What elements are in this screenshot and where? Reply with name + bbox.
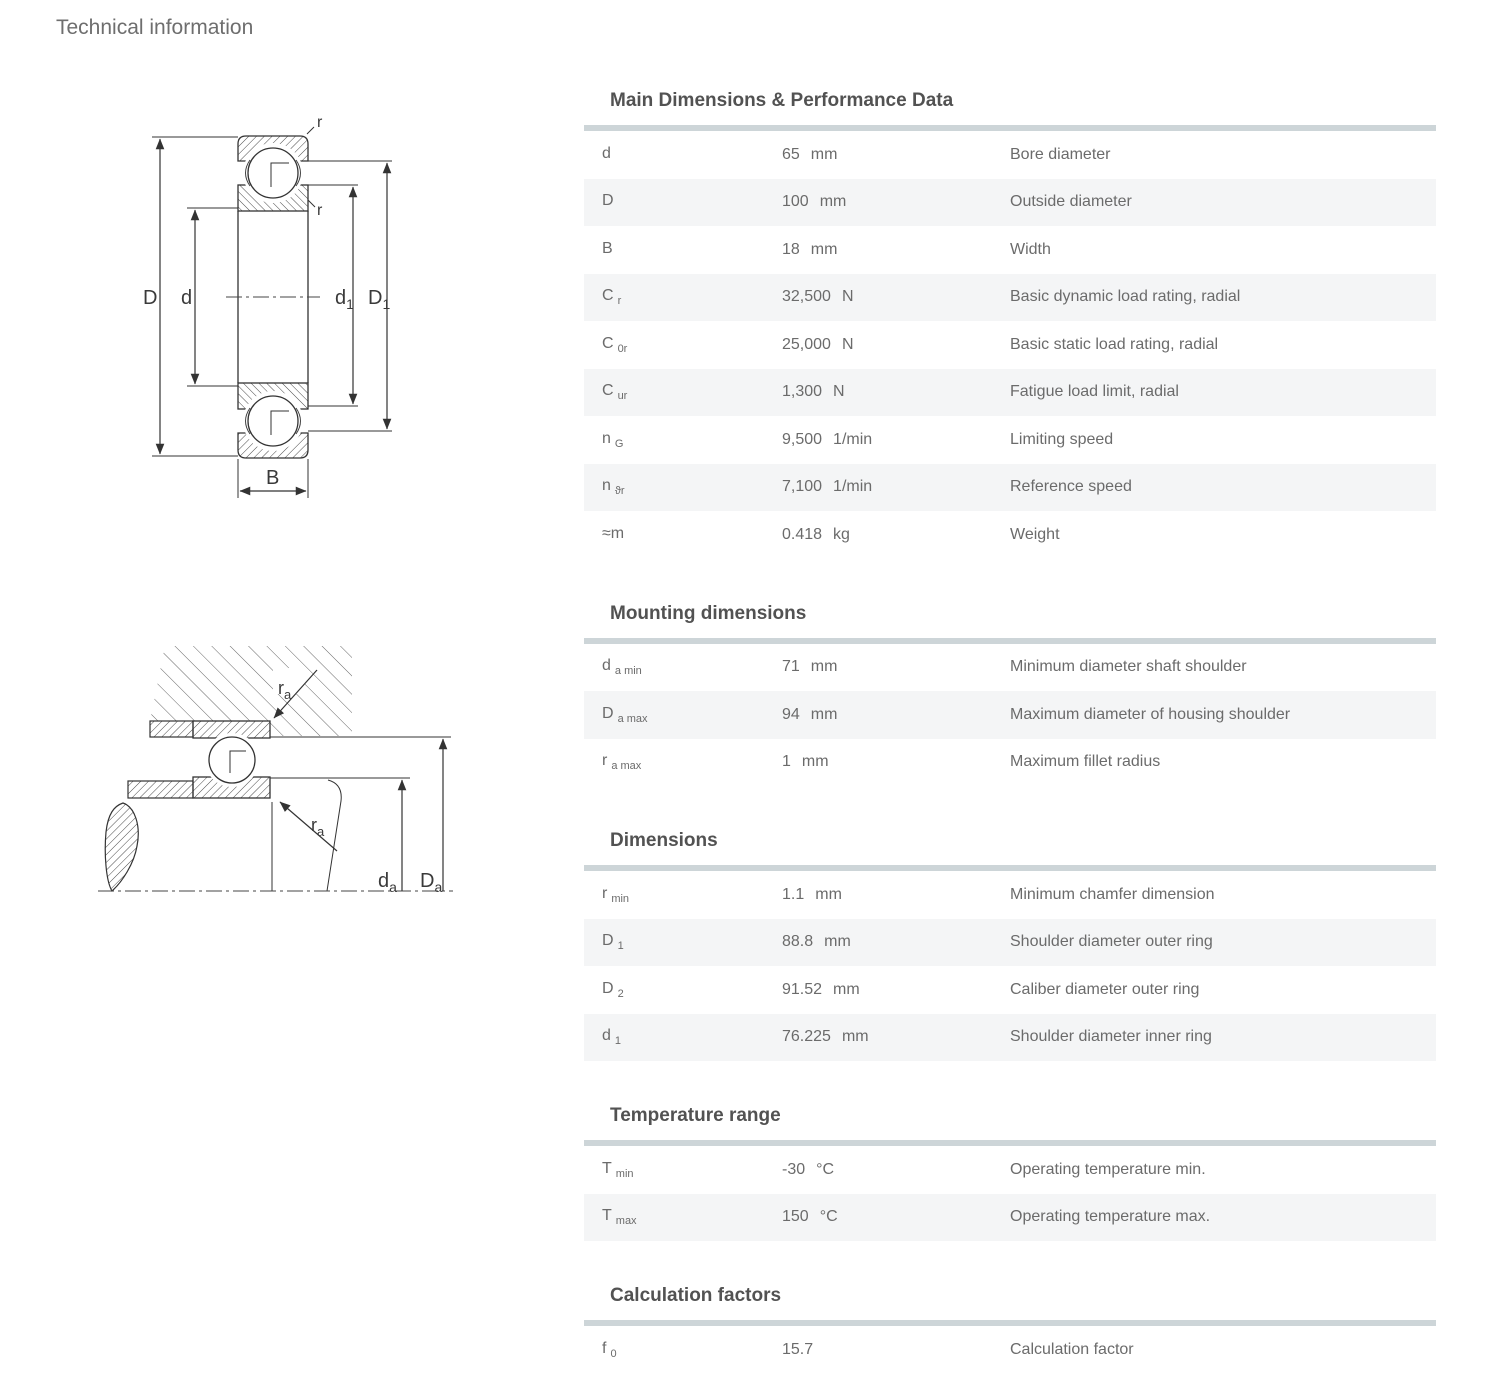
symbol-subscript: a max — [617, 712, 648, 725]
symbol-cell — [584, 192, 782, 212]
description-cell: Operating temperature min. — [1010, 1160, 1206, 1178]
table-row — [584, 1194, 1436, 1242]
bearing-cross-section-diagram — [95, 103, 440, 523]
symbol-cell — [584, 335, 782, 355]
label-d1: $d_1$ — [335, 287, 354, 312]
value-cell — [782, 1028, 1010, 1046]
symbol-base: C — [602, 334, 614, 352]
label-ra-top: $r_a$ — [278, 678, 292, 702]
label-ra-bottom: $r_a$ — [311, 815, 325, 839]
label-D1: $D_1$ — [368, 287, 391, 312]
symbol-base: C — [602, 382, 614, 400]
description-cell: Limiting speed — [1010, 430, 1114, 448]
unit: mm — [801, 753, 829, 771]
housing-shoulder — [150, 721, 193, 737]
value-cell — [782, 241, 1010, 259]
symbol-base: n — [602, 429, 611, 447]
value-cell — [782, 336, 1010, 354]
unit: 1/min — [833, 430, 873, 448]
symbol-subscript: 1 — [617, 940, 624, 953]
unit: mm — [810, 145, 838, 163]
symbol-base: f — [602, 1339, 607, 1357]
value: 0.418 — [782, 525, 823, 543]
table-row — [584, 739, 1436, 787]
symbol-cell — [584, 752, 782, 772]
value: 88.8 — [782, 933, 814, 951]
value: 7,100 — [782, 478, 823, 496]
unit: mm — [819, 193, 847, 211]
value: 1 — [782, 753, 791, 771]
section-title: Mounting dimensions — [610, 602, 807, 624]
value-cell — [782, 658, 1010, 676]
symbol-cell — [584, 287, 782, 307]
symbol-cell — [584, 980, 782, 1000]
value: 150 — [782, 1208, 809, 1226]
section-rows — [584, 1326, 1436, 1374]
symbol-cell — [584, 525, 782, 545]
unit: mm — [815, 885, 842, 903]
value: 18 — [782, 240, 800, 258]
symbol-cell — [584, 1207, 782, 1227]
symbol-cell — [584, 885, 782, 905]
value: 76.225 — [782, 1028, 831, 1046]
description-cell: Calculation factor — [1010, 1340, 1134, 1358]
table-row — [584, 1326, 1436, 1374]
symbol-subscript: 0 — [610, 1347, 617, 1360]
symbol-subscript: 1 — [614, 1035, 622, 1048]
label-B: B — [266, 467, 280, 489]
description-cell: Shoulder diameter outer ring — [1010, 933, 1213, 951]
symbol-base: r — [602, 752, 608, 770]
symbol-cell — [584, 1027, 782, 1047]
unit: mm — [810, 705, 838, 723]
label-Da: $D_a$ — [420, 870, 443, 895]
table-row — [584, 464, 1436, 512]
label-da: $d_a$ — [378, 870, 397, 895]
symbol-base: D — [602, 979, 614, 997]
value-cell — [782, 933, 1010, 951]
description-cell: Bore diameter — [1010, 145, 1111, 163]
ball-section — [209, 737, 255, 783]
description-cell: Reference speed — [1010, 478, 1132, 496]
value-cell — [782, 146, 1010, 164]
symbol-subscript: ϑr — [614, 485, 625, 498]
value-cell — [782, 1208, 1010, 1226]
description-cell: Minimum chamfer dimension — [1010, 885, 1215, 903]
description-cell: Outside diameter — [1010, 193, 1132, 211]
unit: mm — [810, 658, 838, 676]
description-cell: Shoulder diameter inner ring — [1010, 1028, 1212, 1046]
value: 71 — [782, 658, 800, 676]
symbol-base: T — [602, 1159, 612, 1177]
symbol-base: n — [602, 477, 611, 495]
shaft-fillet-section — [105, 803, 138, 891]
section-title: Dimensions — [610, 830, 718, 851]
data-section — [584, 90, 1436, 559]
symbol-base: B — [602, 239, 613, 257]
table-row — [584, 1146, 1436, 1194]
value: 100 — [782, 193, 809, 211]
description-cell: Maximum diameter of housing shoulder — [1010, 705, 1291, 723]
table-row — [584, 1014, 1436, 1062]
symbol-subscript: max — [615, 1215, 637, 1228]
unit: N — [841, 288, 854, 306]
value-cell — [782, 478, 1010, 496]
data-section — [584, 1105, 1436, 1241]
value: 9,500 — [782, 430, 823, 448]
description-cell: Caliber diameter outer ring — [1010, 980, 1200, 998]
table-row — [584, 919, 1436, 967]
symbol-cell — [584, 1160, 782, 1180]
value: 32,500 — [782, 288, 831, 306]
value: 25,000 — [782, 335, 831, 353]
symbol-subscript: ur — [617, 390, 628, 403]
mounting-dimensions-diagram — [95, 640, 460, 905]
value-cell — [782, 288, 1010, 306]
symbol-subscript: r — [617, 295, 622, 308]
unit: N — [833, 383, 845, 401]
unit: 1/min — [833, 478, 873, 496]
symbol-base: D — [602, 192, 614, 210]
symbol-base: D — [602, 932, 614, 950]
section-rows — [584, 1146, 1436, 1241]
value: 91.52 — [782, 980, 823, 998]
value-cell — [782, 753, 1010, 771]
value-cell — [782, 431, 1010, 449]
symbol-cell — [584, 430, 782, 450]
value-cell — [782, 1161, 1010, 1179]
symbol-base: d — [602, 144, 611, 162]
unit: mm — [833, 980, 860, 998]
value: 15.7 — [782, 1340, 814, 1358]
unit: kg — [833, 525, 850, 543]
symbol-subscript: min — [611, 892, 630, 905]
value: 1,300 — [782, 383, 823, 401]
symbol-cell — [584, 1340, 782, 1360]
table-row — [584, 369, 1436, 417]
symbol-base: d — [602, 1027, 611, 1045]
value-cell — [782, 886, 1010, 904]
section-rows — [584, 131, 1436, 559]
value: 65 — [782, 145, 800, 163]
section-rows — [584, 871, 1436, 1061]
symbol-cell — [584, 705, 782, 725]
symbol-base: r — [602, 884, 608, 902]
table-row — [584, 131, 1436, 179]
page-title: Technical information — [56, 16, 254, 39]
description-cell: Maximum fillet radius — [1010, 753, 1161, 771]
section-rows — [584, 644, 1436, 787]
unit: N — [841, 335, 854, 353]
label-D: D — [143, 287, 158, 309]
value-cell — [782, 526, 1010, 544]
symbol-base: T — [602, 1207, 612, 1225]
symbol-base: D — [602, 704, 614, 722]
table-row — [584, 274, 1436, 322]
label-r-inner: r — [317, 202, 323, 219]
table-row — [584, 644, 1436, 692]
symbol-subscript: min — [615, 1167, 634, 1180]
symbol-cell — [584, 932, 782, 952]
section-title: Main Dimensions & Performance Data — [610, 90, 954, 111]
shaft-shoulder — [128, 781, 193, 798]
unit: mm — [824, 933, 851, 951]
symbol-cell — [584, 145, 782, 165]
section-title: Calculation factors — [610, 1285, 782, 1306]
value: 94 — [782, 705, 800, 723]
value-cell — [782, 706, 1010, 724]
data-section — [584, 1285, 1436, 1374]
unit: °C — [816, 1160, 835, 1178]
description-cell: Minimum diameter shaft shoulder — [1010, 658, 1247, 676]
description-cell: Basic static load rating, radial — [1010, 335, 1219, 353]
table-row — [584, 511, 1436, 559]
description-cell: Width — [1010, 240, 1051, 258]
symbol-base: d — [602, 657, 611, 675]
table-row — [584, 226, 1436, 274]
data-section — [584, 830, 1436, 1061]
value-cell — [782, 383, 1010, 401]
label-r-outer: r — [317, 114, 323, 131]
table-row — [584, 416, 1436, 464]
construction-lines — [270, 737, 451, 891]
symbol-subscript: 2 — [617, 987, 624, 1000]
table-row — [584, 966, 1436, 1014]
table-row — [584, 179, 1436, 227]
symbol-cell — [584, 657, 782, 677]
value-cell — [782, 981, 1010, 999]
data-section — [584, 603, 1436, 787]
symbol-cell — [584, 477, 782, 497]
unit: mm — [810, 240, 838, 258]
description-cell: Operating temperature max. — [1010, 1208, 1211, 1226]
symbol-base: C — [602, 287, 614, 305]
description-cell: Weight — [1010, 525, 1060, 543]
section-title: Temperature range — [610, 1105, 781, 1126]
value-cell — [782, 193, 1010, 211]
symbol-base: ≈m — [602, 524, 625, 542]
unit: °C — [819, 1208, 838, 1226]
value: 1.1 — [782, 885, 805, 903]
description-cell: Fatigue load limit, radial — [1010, 383, 1179, 401]
value: -30 — [782, 1160, 806, 1178]
symbol-cell — [584, 382, 782, 402]
technical-data-tables — [584, 90, 1436, 1374]
value-cell — [782, 1341, 1010, 1359]
symbol-subscript: G — [614, 437, 624, 450]
table-row — [584, 871, 1436, 919]
unit: mm — [841, 1028, 869, 1046]
symbol-subscript: a max — [611, 760, 642, 773]
label-d: d — [181, 287, 193, 309]
description-cell: Basic dynamic load rating, radial — [1010, 288, 1241, 306]
symbol-subscript: 0r — [617, 342, 628, 355]
table-row — [584, 321, 1436, 369]
table-row — [584, 691, 1436, 739]
symbol-subscript: a min — [614, 665, 642, 678]
symbol-cell — [584, 240, 782, 260]
